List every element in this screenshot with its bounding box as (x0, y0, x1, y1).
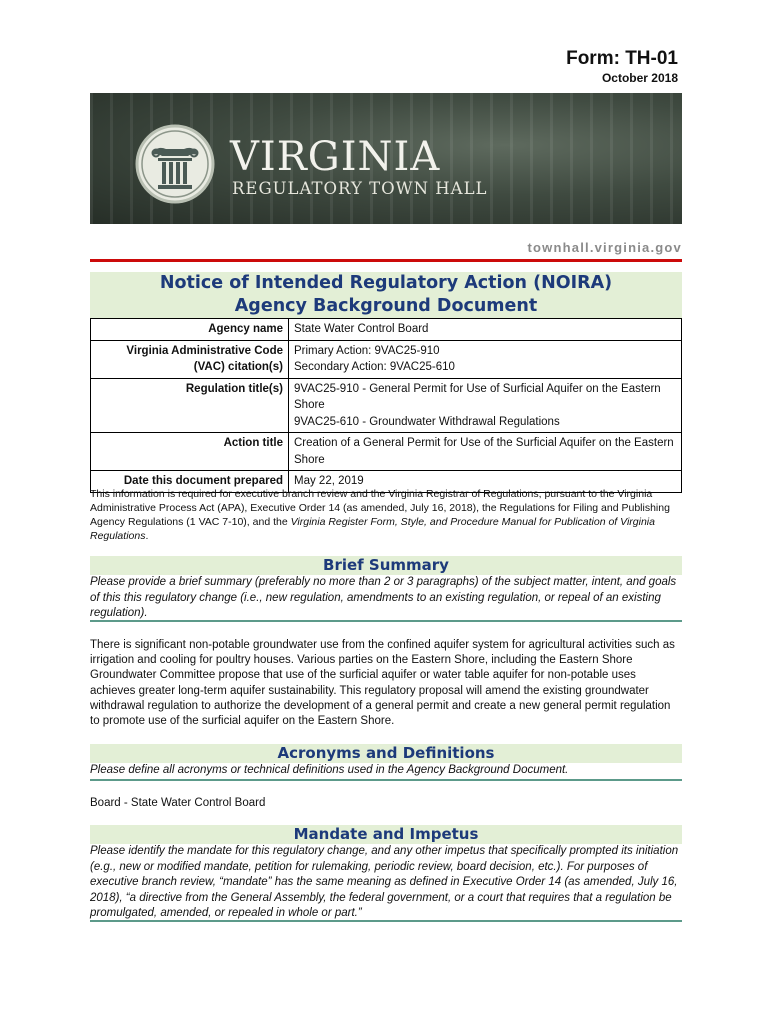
header-banner (90, 93, 682, 224)
section-divider (90, 920, 682, 922)
row-value (289, 433, 682, 471)
brief-summary-body: There is significant non-potable groundwater use from the confined aquifer system for agricultural activities such as irrigation and cooling for poultry houses. Various parties on the Eastern Shore, including the Eastern Shore Groundwater Committee propose that use of the surficial aquifer or water table aquifer for non-potable uses achieves greater long-term aquifer sustainability. This regulatory proposal will amend the existing groundwater withdrawal regulation to authorize the development of a general permit and create a new general permit regulation to promote use of the surficial aquifer on the Eastern Shore. (90, 639, 675, 728)
table-row (91, 319, 682, 341)
row-label: Virginia Administrative Code (VAC) citation(s) (91, 340, 289, 378)
section-heading-acronyms: Acronyms and Definitions (90, 744, 682, 763)
agency-info-table (90, 318, 682, 493)
disclaimer-plain: This information is required for executive branch review and the Virginia Registrar of Regulations, pursuant to the Virginia Administrative Process Act (APA), Executive Order 14 (as amended, July 16, 2018), the Regulations for Filing and Publishing Agency Regulations (1 VAC 7-10), and the (90, 488, 670, 528)
table-row (91, 433, 682, 471)
section-divider (90, 620, 682, 622)
document-title-line1: Notice of Intended Regulatory Action (NOIRA) (159, 273, 613, 293)
disclaimer-end: . (145, 530, 149, 542)
header-divider (90, 259, 682, 262)
banner-subtitle: REGULATORY TOWN HALL (232, 179, 488, 198)
table-row (91, 340, 682, 378)
section-heading-mandate: Mandate and Impetus (90, 825, 682, 844)
row-value (289, 378, 682, 433)
site-url[interactable]: townhall.virginia.gov (527, 240, 682, 255)
disclaimer-italic: Virginia Register Form, Style, and Procedure Manual for Publication of Virginia Regulations (90, 516, 655, 542)
banner-title: VIRGINIA (230, 134, 441, 180)
row-value-line: State Water Control Board (294, 323, 429, 335)
acronyms-body: Board - State Water Control Board (90, 797, 266, 809)
row-value-line: 9VAC25-610 - Groundwater Withdrawal Regulations (294, 415, 560, 428)
row-value-line: Creation of a General Permit for Use of the Surficial Aquifer on the Eastern Shore (294, 437, 674, 466)
row-label: Regulation title(s) (91, 378, 289, 433)
form-date: October 2018 (601, 71, 678, 85)
section-instructions-mandate: Please identify the mandate for this regulatory change, and any other impetus that specifically prompted its initiation (e.g., new or modified mandate, petition for rulemaking, periodic review, board decision, etc.). For purposes of executive branch review, “mandate” has the same meaning as defined in Executive Order 14 (as amended, July 16, 2018), “a directive from the General Assembly, the federal government, or a court that requires that a regulation be promulgated, amended, or repealed in whole or part.” (90, 845, 679, 919)
row-value-line: 9VAC25-910 - General Permit for Use of Surficial Aquifer on the Eastern Shore (294, 382, 661, 411)
row-value-line: Secondary Action: 9VAC25-610 (294, 361, 455, 373)
document-title (90, 272, 682, 318)
section-divider (90, 779, 682, 781)
form-identifier (566, 48, 678, 86)
document-title-line2: Agency Background Document (234, 296, 538, 316)
table-row (91, 378, 682, 433)
column-capital-icon (134, 123, 216, 205)
form-number: Form: TH-01 (566, 48, 678, 69)
row-value-line: May 22, 2019 (294, 475, 364, 487)
row-label: Action title (91, 433, 289, 471)
section-instructions-brief-summary: Please provide a brief summary (preferably no more than 2 or 3 paragraphs) of the subject matter, intent, and goals of this this regulatory change (i.e., new regulation, amendments to an existing regulation, or repeal of an existing regulation). (90, 576, 677, 619)
disclaimer-text (90, 487, 682, 543)
section-instructions-acronyms: Please define all acronyms or technical definitions used in the Agency Background Document. (90, 764, 569, 776)
section-heading-brief-summary: Brief Summary (90, 556, 682, 575)
row-label: Agency name (91, 319, 289, 341)
row-label: Date this document prepared (91, 471, 289, 493)
row-value (289, 340, 682, 378)
row-value-line: Primary Action: 9VAC25-910 (294, 344, 440, 357)
row-value (289, 319, 682, 341)
